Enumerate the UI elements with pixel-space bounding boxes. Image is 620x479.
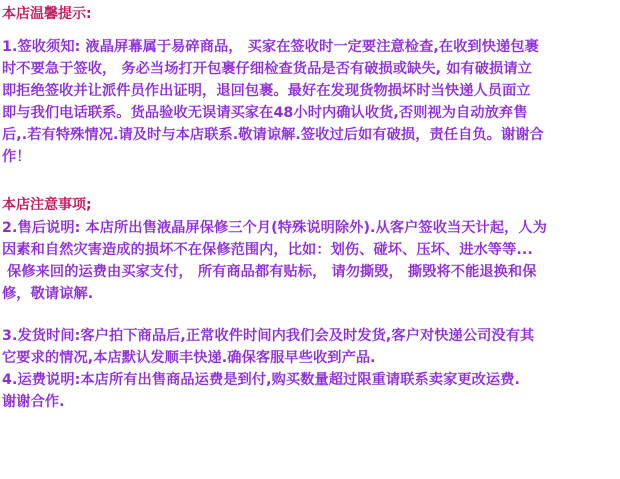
text-line: 时不要急于签收， 务必当场打开包裹仔细检查货品是否有破损或缺失, 如有破损请立 [2, 61, 532, 77]
text-line: 修，敬请谅解. [2, 286, 94, 302]
shipping-fee-instructions [2, 369, 520, 413]
text-line: 作！ [2, 149, 31, 165]
text-line: 2.售后说明: 本店所出售液晶屏保修三个月(特殊说明除外).从客户签收当天计起，人为 [2, 220, 547, 236]
text-line: 即与我们电话联系。货品验收无误请买家在48小时内确认收货,否则视为自动放弃售 [2, 105, 528, 121]
notice-title: 本店温馨提示: [2, 6, 92, 22]
text-line: 它要求的情况,本店默认发顺丰快递.确保客服早些收到产品. [2, 350, 376, 366]
receipt-instructions [2, 36, 544, 168]
text-line: 保修来回的运费由买家支付， 所有商品都有贴标， 请勿撕毁， 撕毁将不能退换和保 [2, 264, 537, 280]
notes-title: 本店注意事项; [2, 197, 92, 213]
text-line: 即拒绝签收并让派件员作出证明，退回包裹。最好在发现货物损坏时当快递人员面立 [2, 83, 531, 99]
shipping-time-instructions [2, 325, 534, 369]
text-line: 谢谢合作. [2, 394, 65, 410]
after-sales-instructions [2, 217, 547, 305]
text-line: 后,.若有特殊情况.请及时与本店联系.敬请谅解.签收过后如有破损，责任自负。谢谢合 [2, 127, 544, 143]
text-line: 4.运费说明:本店所有出售商品运费是到付,购买数量超过限重请联系卖家更改运费. [2, 372, 520, 388]
text-line: 因素和自然灾害造成的损坏不在保修范围内，比如：划伤、碰坏、压坏、进水等等... [2, 242, 533, 258]
text-line: 3.发货时间:客户拍下商品后,正常收件时间内我们会及时发货,客户对快递公司没有其 [2, 328, 535, 344]
text-line: 1.签收须知: 液晶屏幕属于易碎商品， 买家在签收时一定要注意检查,在收到快递包裹 [2, 39, 539, 55]
